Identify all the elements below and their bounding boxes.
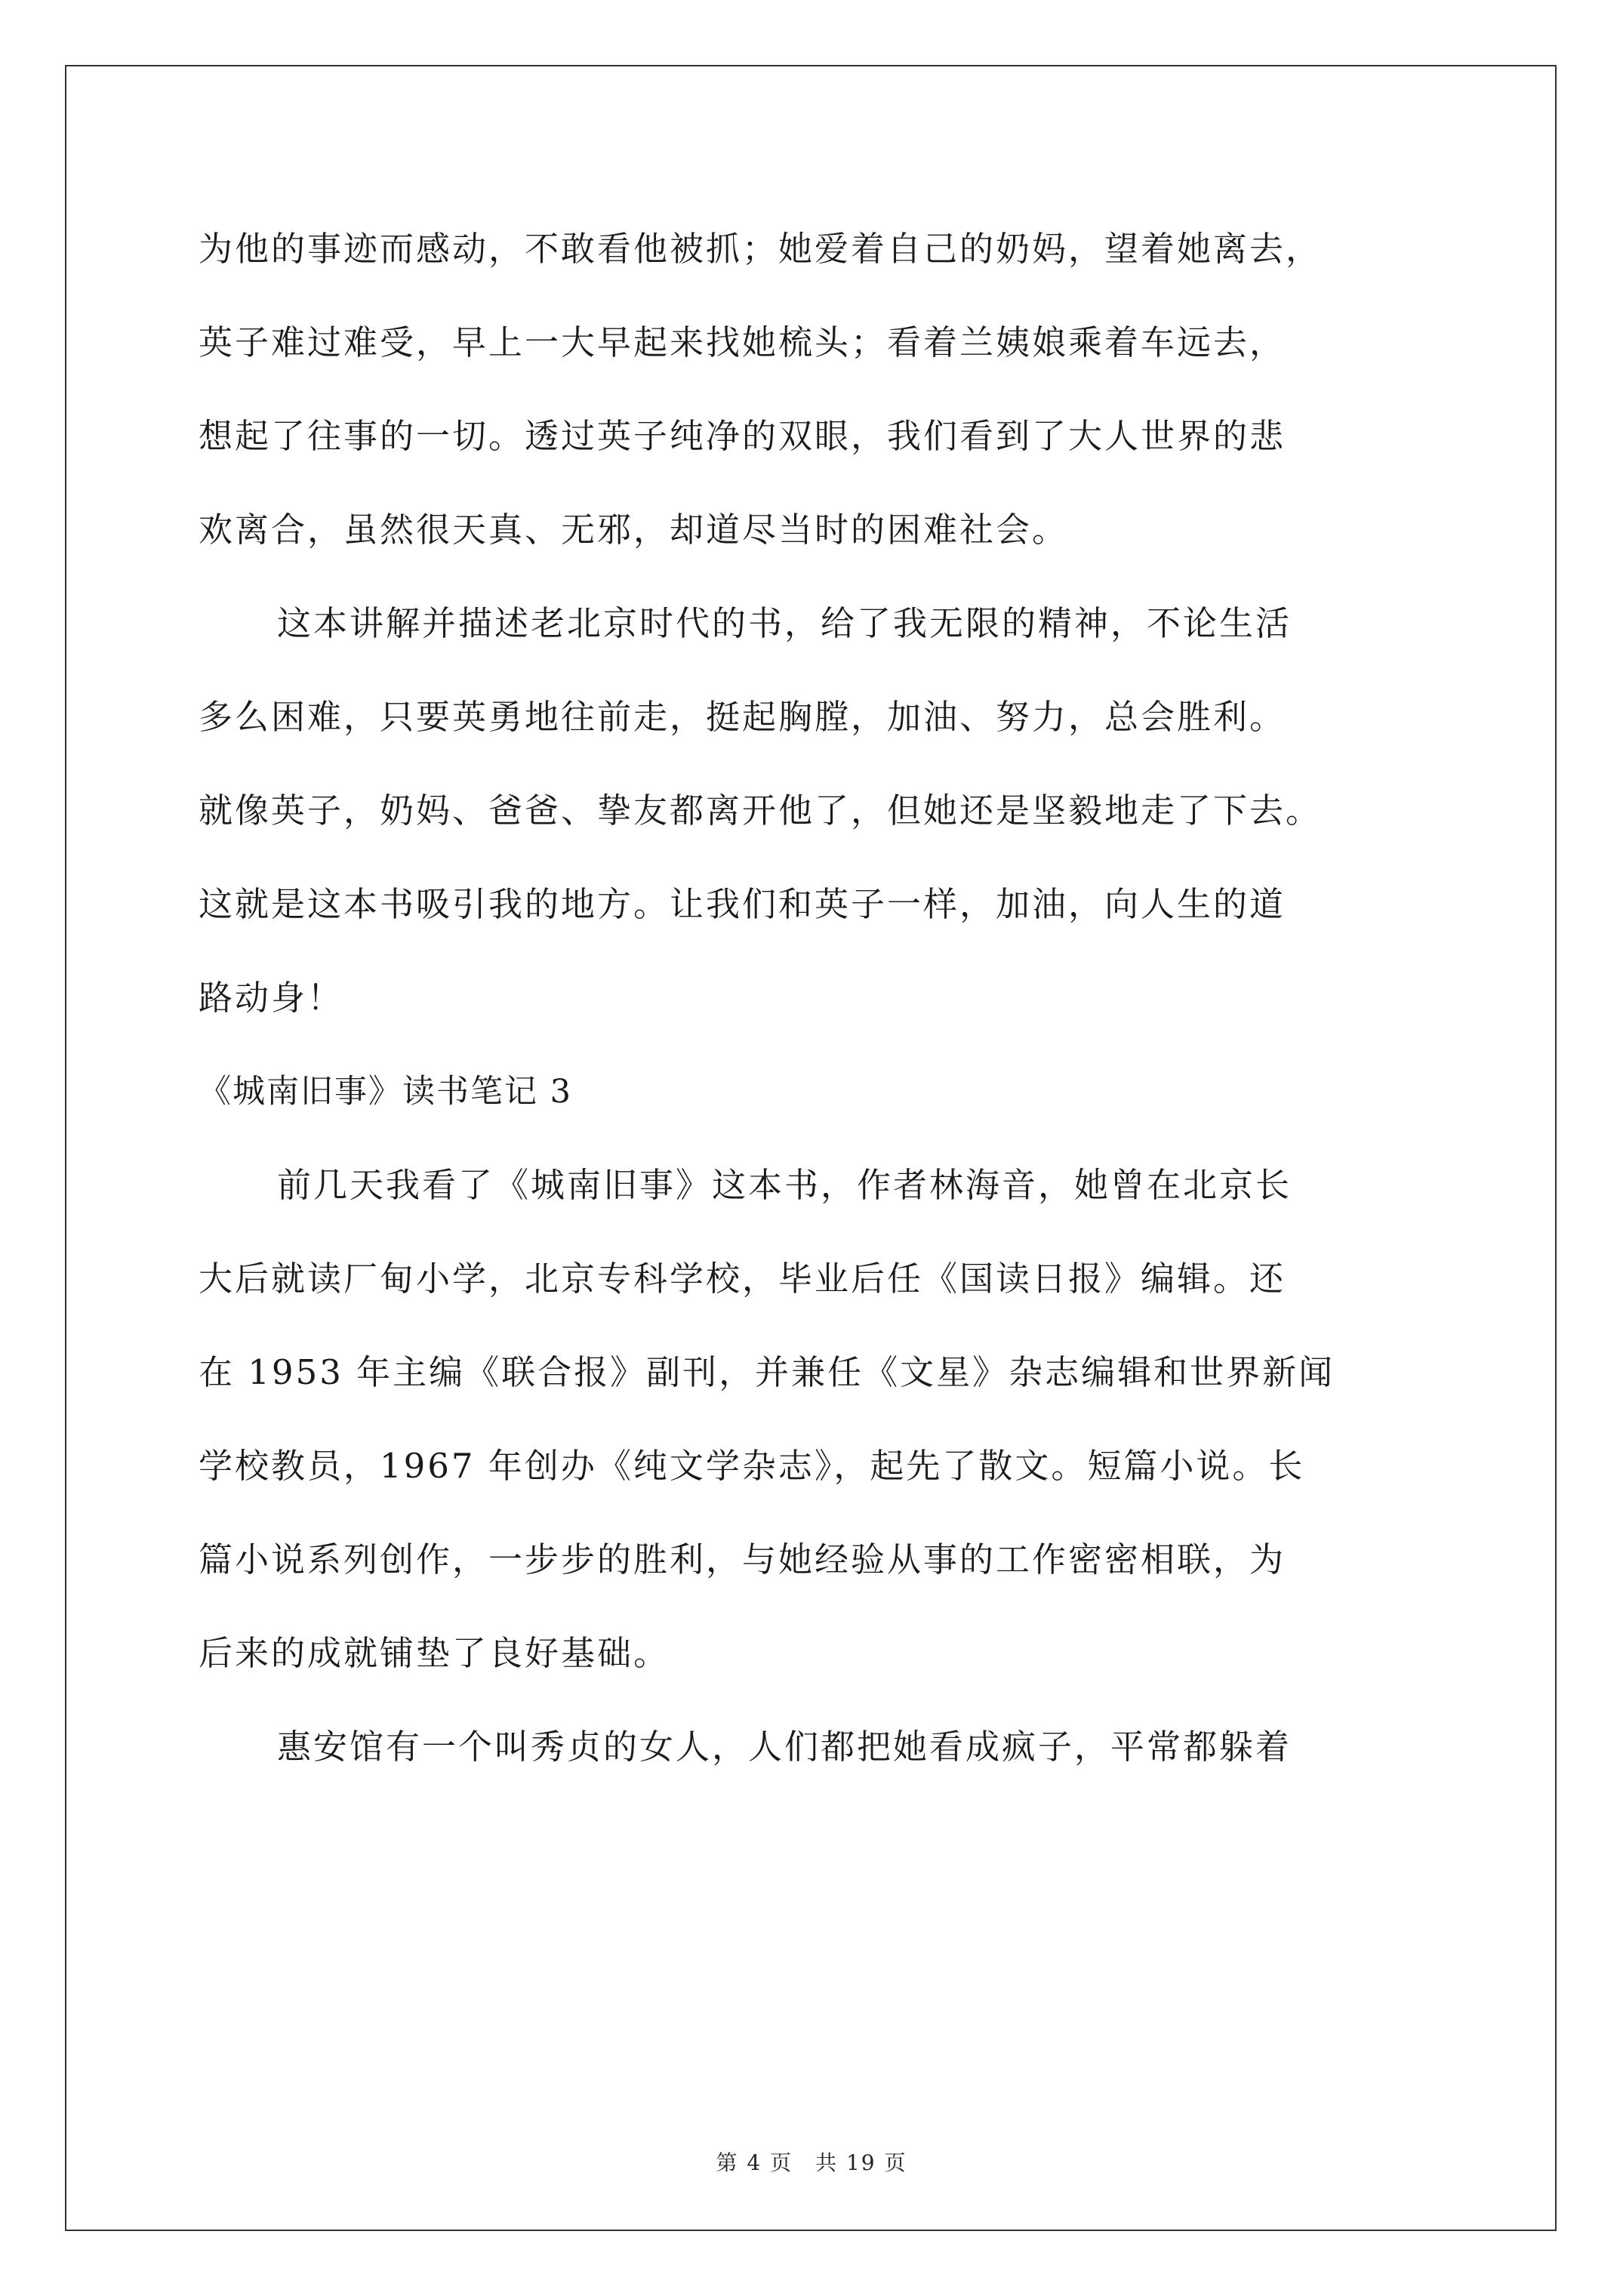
text-line: 为他的事迹而感动，不敢看他被抓；她爱着自己的奶妈，望着她离去，	[199, 229, 1323, 269]
text-line: 欢离合，虽然很天真、无邪，却道尽当时的困难社会。	[199, 510, 1069, 550]
text-line: 大后就读厂甸小学，北京专科学校，毕业后任《国读日报》编辑。还	[199, 1259, 1286, 1299]
text-line: 多么困难，只要英勇地往前走，挺起胸膛，加油、努力，总会胜利。	[199, 697, 1286, 737]
text-line: 学校教员，1967 年创办《纯文学杂志》，起先了散文。短篇小说。长	[199, 1446, 1305, 1486]
page-number-footer: 第 4 页 共 19 页	[716, 2150, 907, 2175]
paragraph-start-line: 惠安馆有一个叫秀贞的女人，人们都把她看成疯子，平常都躲着	[277, 1727, 1292, 1767]
text-line: 这就是这本书吸引我的地方。让我们和英子一样，加油，向人生的道	[199, 884, 1286, 924]
text-line: 想起了往事的一切。透过英子纯净的双眼，我们看到了大人世界的悲	[199, 416, 1286, 456]
section-heading: 《城南旧事》读书笔记 3	[199, 1073, 573, 1111]
text-line: 后来的成就铺垫了良好基础。	[199, 1633, 670, 1673]
document-body	[199, 202, 1429, 1794]
text-line: 英子难过难受，早上一大早起来找她梳头；看着兰姨娘乘着车远去，	[199, 322, 1286, 362]
text-line: 在 1953 年主编《联合报》副刊，并兼任《文星》杂志编辑和世界新闻	[199, 1352, 1335, 1392]
text-line: 路动身！	[199, 978, 344, 1018]
paragraph-start-line: 前几天我看了《城南旧事》这本书，作者林海音，她曾在北京长	[277, 1165, 1292, 1205]
text-line: 篇小说系列创作，一步步的胜利，与她经验从事的工作密密相联，为	[199, 1539, 1286, 1579]
text-line: 就像英子，奶妈、爸爸、挚友都离开他了，但她还是坚毅地走了下去。	[199, 791, 1323, 831]
paragraph-start-line: 这本讲解并描述老北京时代的书，给了我无限的精神，不论生活	[277, 603, 1292, 643]
